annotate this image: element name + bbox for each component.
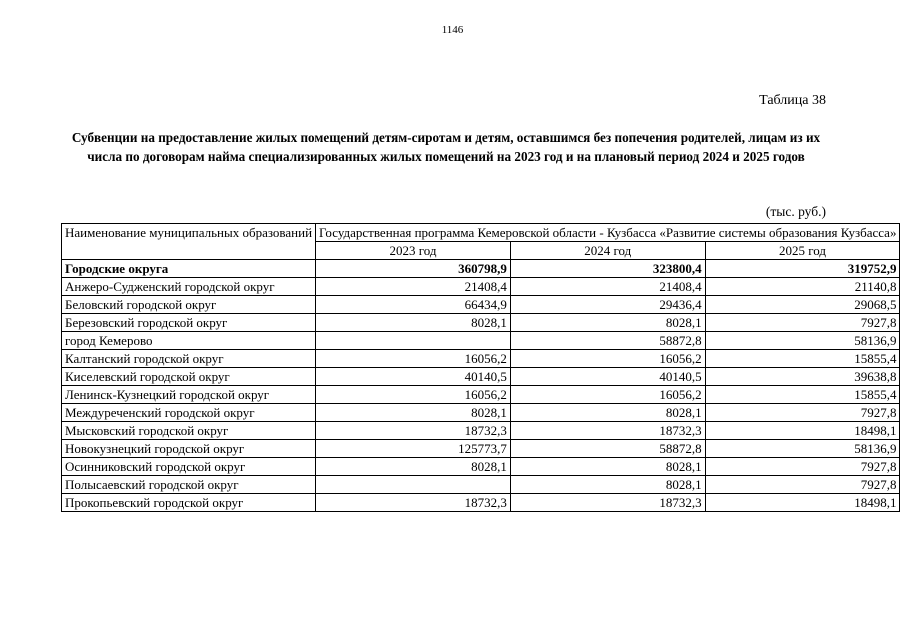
value-2023-cell: 16056,2 (316, 350, 511, 368)
value-2023-cell: 360798,9 (316, 260, 511, 278)
value-2023-cell: 40140,5 (316, 368, 511, 386)
value-2023-cell: 66434,9 (316, 296, 511, 314)
value-2025-cell: 18498,1 (705, 422, 900, 440)
value-2025-cell: 7927,8 (705, 458, 900, 476)
value-2024-cell: 21408,4 (510, 278, 705, 296)
value-2025-cell: 7927,8 (705, 476, 900, 494)
table-row (62, 296, 900, 314)
value-2023-cell: 16056,2 (316, 386, 511, 404)
value-2025-cell: 15855,4 (705, 386, 900, 404)
value-2024-cell: 18732,3 (510, 494, 705, 512)
table-row (62, 260, 900, 278)
value-2024-cell: 58872,8 (510, 440, 705, 458)
municipality-name-cell: Анжеро-Судженский городской округ (62, 278, 316, 296)
table-row (62, 350, 900, 368)
table-row (62, 476, 900, 494)
subsidy-table (61, 223, 900, 512)
municipality-name-cell: Ленинск-Кузнецкий городской округ (62, 386, 316, 404)
table-title: Субвенции на предоставление жилых помещений детям-сиротам и детям, оставшимся без попечения родителей, лицам из их числа по договорам найма специализированных жилых помещений на 2023 год и на плановый период 2024 и 2025 годов (71, 130, 821, 164)
municipality-name-cell: Новокузнецкий городской округ (62, 440, 316, 458)
value-2023-cell (316, 332, 511, 350)
value-2024-cell: 40140,5 (510, 368, 705, 386)
value-2024-cell: 18732,3 (510, 422, 705, 440)
table-row (62, 386, 900, 404)
value-2024-cell: 16056,2 (510, 350, 705, 368)
municipality-name-cell: Полысаевский городской округ (62, 476, 316, 494)
municipality-name-cell: Калтанский городской округ (62, 350, 316, 368)
value-2025-cell: 21140,8 (705, 278, 900, 296)
table-body (62, 260, 900, 512)
table-row (62, 494, 900, 512)
table-row (62, 458, 900, 476)
page-number: 1146 (441, 24, 464, 36)
municipality-name-cell: Березовский городской округ (62, 314, 316, 332)
municipality-column-header: Наименование муниципальных образований (62, 224, 316, 260)
table-row (62, 314, 900, 332)
value-2024-cell: 29436,4 (510, 296, 705, 314)
value-2023-cell: 125773,7 (316, 440, 511, 458)
value-2025-cell: 18498,1 (705, 494, 900, 512)
municipality-name-cell: Мысковский городской округ (62, 422, 316, 440)
municipality-name-cell: Киселевский городской округ (62, 368, 316, 386)
value-2025-cell: 7927,8 (705, 404, 900, 422)
value-2025-cell: 58136,9 (705, 440, 900, 458)
value-2023-cell (316, 476, 511, 494)
municipality-name-cell: Беловский городской округ (62, 296, 316, 314)
municipality-name-cell: город Кемерово (62, 332, 316, 350)
value-2024-cell: 8028,1 (510, 314, 705, 332)
table-label: Таблица 38 (759, 93, 826, 108)
units-label: (тыс. руб.) (765, 204, 826, 219)
value-2025-cell: 39638,8 (705, 368, 900, 386)
table-row (62, 368, 900, 386)
value-2023-cell: 8028,1 (316, 404, 511, 422)
table-row (62, 404, 900, 422)
table-row (62, 332, 900, 350)
value-2024-cell: 323800,4 (510, 260, 705, 278)
table-row (62, 422, 900, 440)
value-2025-cell: 7927,8 (705, 314, 900, 332)
table-row (62, 278, 900, 296)
year-2025-header: 2025 год (705, 242, 900, 260)
year-2024-header: 2024 год (510, 242, 705, 260)
municipality-name-cell: Осинниковский городской округ (62, 458, 316, 476)
value-2024-cell: 8028,1 (510, 476, 705, 494)
table-row (62, 440, 900, 458)
value-2025-cell: 319752,9 (705, 260, 900, 278)
municipality-name-cell: Городские округа (62, 260, 316, 278)
program-column-header: Государственная программа Кемеровской области - Кузбасса «Развитие системы образования Кузбасса» (316, 224, 900, 242)
value-2023-cell: 8028,1 (316, 458, 511, 476)
year-2023-header: 2023 год (316, 242, 511, 260)
value-2023-cell: 21408,4 (316, 278, 511, 296)
value-2025-cell: 29068,5 (705, 296, 900, 314)
value-2023-cell: 18732,3 (316, 422, 511, 440)
value-2024-cell: 16056,2 (510, 386, 705, 404)
municipality-name-cell: Междуреченский городской округ (62, 404, 316, 422)
value-2024-cell: 58872,8 (510, 332, 705, 350)
value-2025-cell: 15855,4 (705, 350, 900, 368)
value-2023-cell: 8028,1 (316, 314, 511, 332)
value-2024-cell: 8028,1 (510, 458, 705, 476)
value-2025-cell: 58136,9 (705, 332, 900, 350)
value-2024-cell: 8028,1 (510, 404, 705, 422)
municipality-name-cell: Прокопьевский городской округ (62, 494, 316, 512)
value-2023-cell: 18732,3 (316, 494, 511, 512)
